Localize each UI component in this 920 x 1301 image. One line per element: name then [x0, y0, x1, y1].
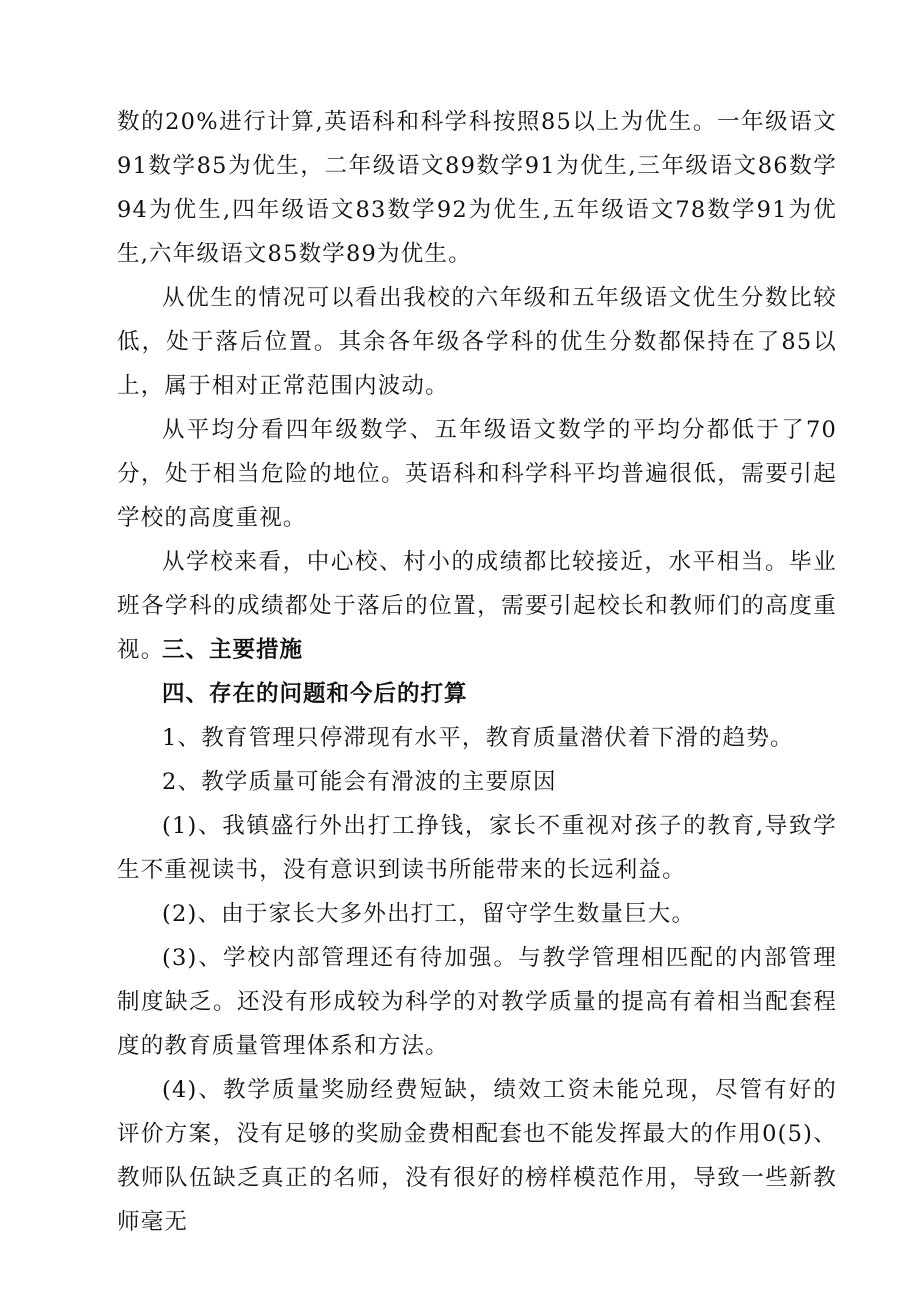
paragraph-school-comparison: 从学校来看，中心校、村小的成绩都比较接近，水平相当。毕业班各学科的成绩都处于落后的位置，需要引起校长和教师们的高度重视。 [117, 549, 837, 663]
section-heading-main-measures: 三、主要措施 [162, 637, 304, 663]
list-item-main-reasons: 2、教学质量可能会有滑波的主要原因 [162, 769, 557, 795]
list-item-internal-management: (3)、学校内部管理还有待加强。与教学管理相匹配的内部管理制度缺乏。还没有形成较为科学的对教学质量的提高有着相当配套程度的教育质量管理体系和方法。 [117, 945, 837, 1059]
list-item-funding-and-teachers: (4)、教学质量奖励经费短缺，绩效工资未能兑现，尽管有好的评价方案，没有足够的奖励金费相配套也不能发挥最大的作用0(5)、教师队伍缺乏真正的名师，没有很好的榜样模范作用，导致一些新教师毫无 [117, 1077, 837, 1235]
list-item-management-stagnation: 1、教育管理只停滞现有水平，教育质量潜伏着下滑的趋势。 [162, 725, 794, 751]
paragraph-average-score-analysis: 从平均分看四年级数学、五年级语文数学的平均分都低于了70分，处于相当危险的地位。英语科和科学科平均普遍很低，需要引起学校的高度重视。 [117, 417, 837, 531]
paragraph-excellent-student-analysis: 从优生的情况可以看出我校的六年级和五年级语文优生分数比较低，处于落后位置。其余各年级各学科的优生分数都保持在了85以上，属于相对正常范围内波动。 [117, 285, 837, 399]
section-heading-problems-and-plans: 四、存在的问题和今后的打算 [162, 681, 468, 707]
list-item-left-behind-students: (2)、由于家长大多外出打工，留守学生数量巨大。 [162, 901, 696, 927]
list-item-parents-working-away: (1)、我镇盛行外出打工挣钱，家长不重视对孩子的教育,导致学生不重视读书，没有意识到读书所能带来的长远利益。 [117, 813, 837, 883]
paragraph-excellent-student-criteria: 数的20%进行计算,英语科和科学科按照85以上为优生。一年级语文91数学85为优生，二年级语文89数学91为优生,三年级语文86数学94为优生,四年级语文83数学92为优生,五年级语文78数学91为优生,六年级语文85数学89为优生。 [117, 109, 837, 267]
